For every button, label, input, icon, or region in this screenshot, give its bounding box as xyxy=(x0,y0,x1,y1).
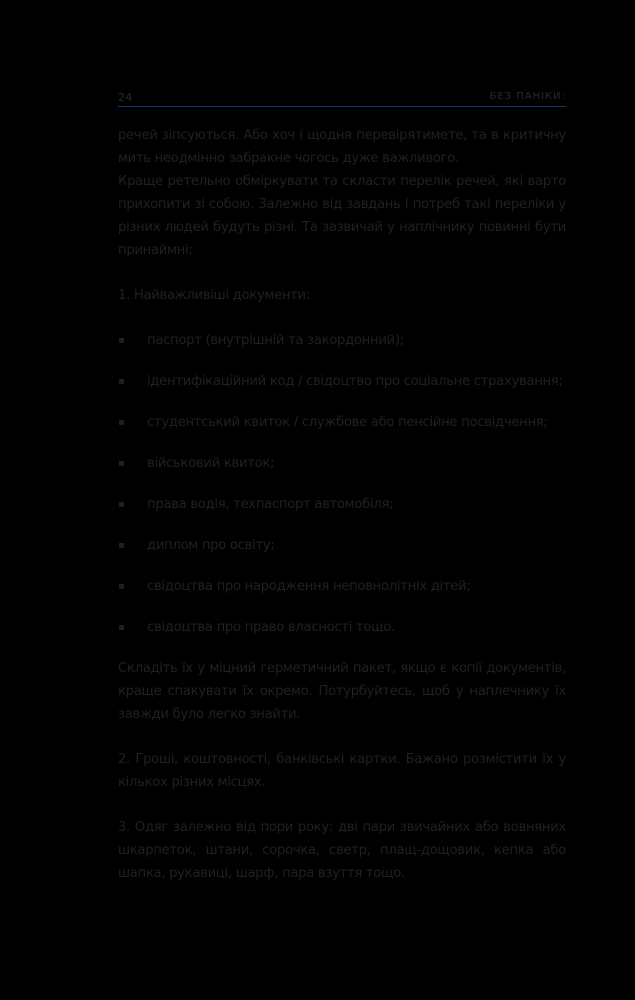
list-item-text: свідоцтва про народження неповнолітніх дітей; xyxy=(147,579,471,594)
intro-paragraph-2: Краще ретельно обміркувати та скласти перелік речей, які варто прихопити зі собою. Залежно від завдань і потреб такі переліки у різних людей будуть різні. Та зазвичай у наплічнику повинні бути принаймні: xyxy=(118,174,566,258)
list-item-text: права водія, техпаспорт автомобіля; xyxy=(147,497,394,512)
page-header xyxy=(118,90,566,107)
list-item-text: військовий квиток; xyxy=(147,456,275,471)
bullet-icon: ▪ xyxy=(118,417,125,428)
bullet-icon: ▪ xyxy=(118,581,125,592)
list-item xyxy=(118,370,566,393)
list-item xyxy=(118,534,566,557)
list-item xyxy=(118,452,566,475)
section-3: 3. Одяг залежно від пори року: дві пари звичайних або вовняних шкарпеток, штани, сорочка, светр, плащ-дощовик, кепка або шапка, рукавиці, шарф, пара взуття тощо. xyxy=(118,820,566,881)
bullet-icon: ▪ xyxy=(118,622,125,633)
list-item xyxy=(118,411,566,434)
intro-paragraph-1: речей зіпсуються. Або хоч і щодня перевірятимете, та в критичну мить неодмінно забракне чогось дуже важливого. xyxy=(118,128,566,166)
bullet-icon: ▪ xyxy=(118,376,125,387)
list-item-text: ідентифікаційний код / свідоцтво про соціальне страхування; xyxy=(147,374,563,389)
list-item-text: диплом про освіту; xyxy=(147,538,275,553)
list-item-text: студентський квиток / службове або пенсійне посвідчення; xyxy=(147,415,548,430)
bullet-icon: ▪ xyxy=(118,335,125,346)
page-number: 24 xyxy=(118,91,133,104)
documents-note: Складіть їх у міцний герметичний пакет, якщо є копії документів, краще спакувати їх окремо. Потурбуйтесь, щоб у наплечнику їх завжди було легко знайти. xyxy=(118,661,566,722)
list-item xyxy=(118,616,566,639)
list-item xyxy=(118,329,566,352)
documents-list xyxy=(118,329,566,639)
section-2: 2. Гроші, коштовності, банківські картки. Бажано розмістити їх у кількох різних місцях. xyxy=(118,752,566,790)
list-item-text: свідоцтва про право власності тощо. xyxy=(147,620,395,635)
section-1-title: 1. Найважливіші документи: xyxy=(118,288,310,303)
page-body xyxy=(118,124,566,885)
bullet-icon: ▪ xyxy=(118,458,125,469)
list-item-text: паспорт (внутрішній та закордонний); xyxy=(147,333,404,348)
list-item xyxy=(118,493,566,516)
bullet-icon: ▪ xyxy=(118,499,125,510)
bullet-icon: ▪ xyxy=(118,540,125,551)
list-item xyxy=(118,575,566,598)
running-head: БЕЗ ПАНІКИ: xyxy=(489,91,566,102)
